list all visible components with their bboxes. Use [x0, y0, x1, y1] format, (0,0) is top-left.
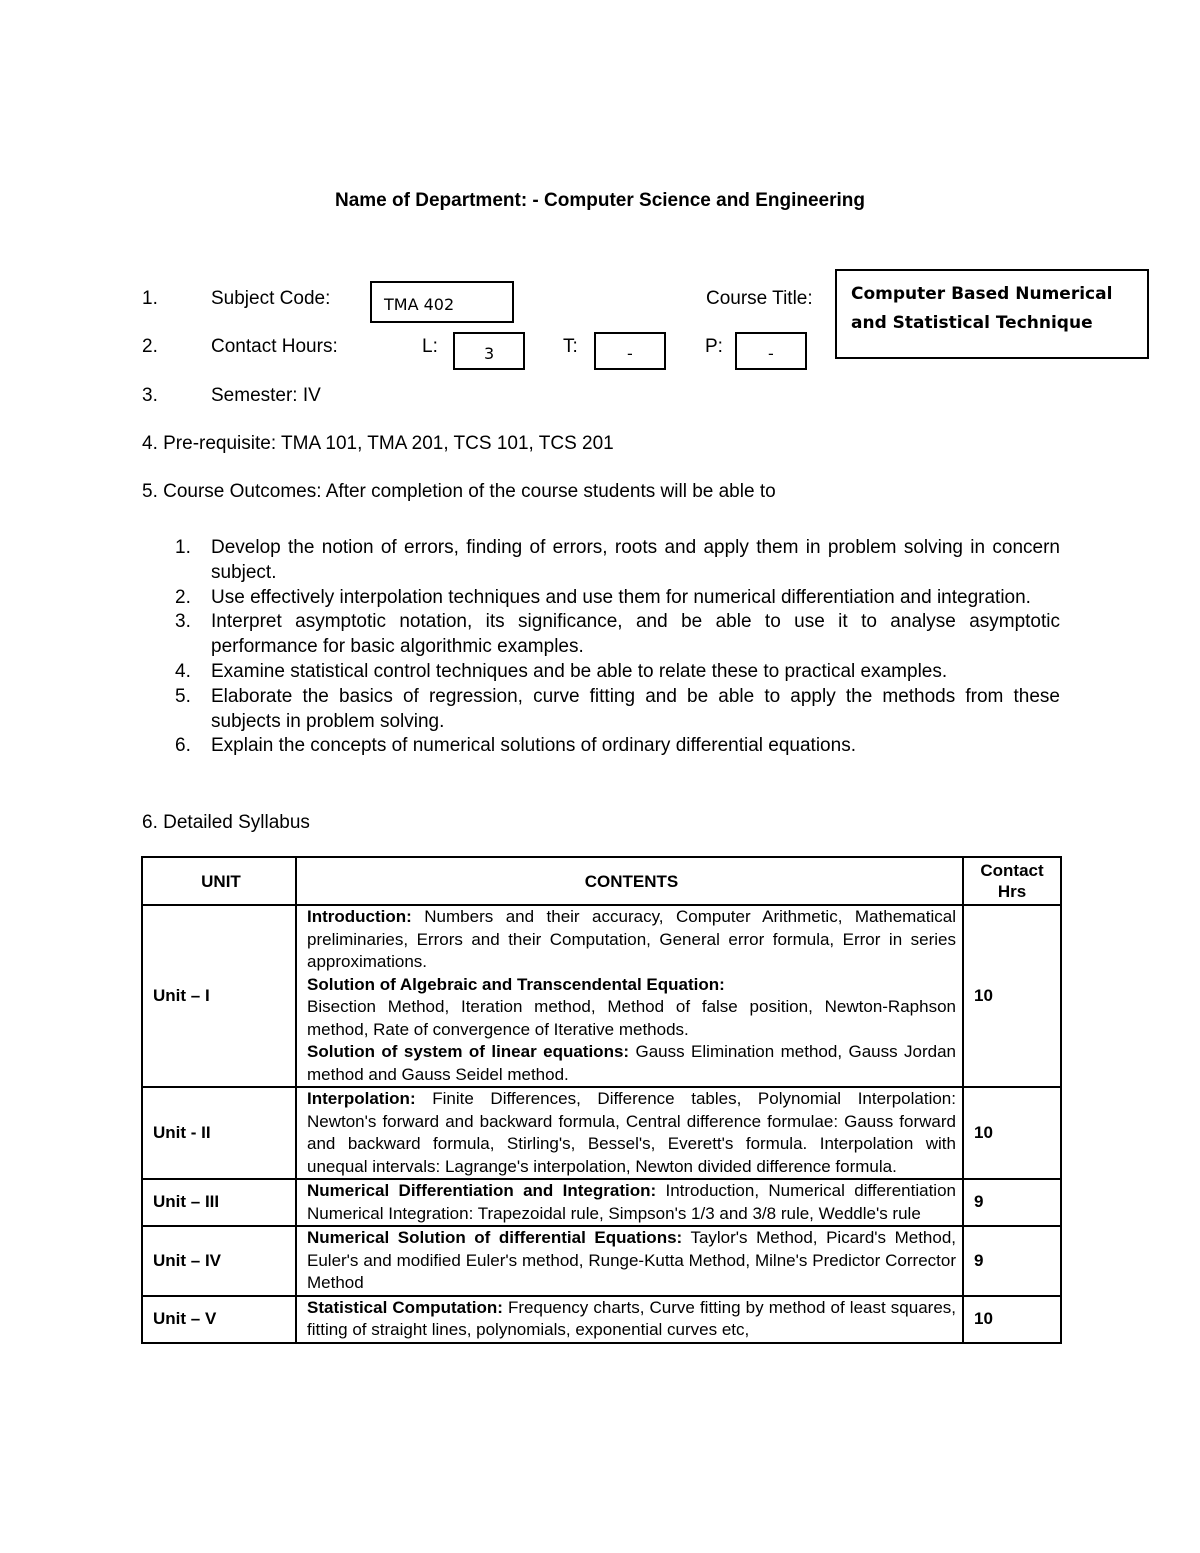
- lecture-value: 3: [484, 344, 495, 363]
- outcome-text: Interpret asymptotic notation, its significance, and be able to use it to analyse asymptotic performance for basic algorithmic examples.: [211, 611, 1060, 658]
- tutorial-label: T:: [563, 336, 578, 357]
- topic-heading: Statistical Computation:: [307, 1297, 503, 1317]
- subject-code-box: [370, 281, 514, 323]
- topic-heading: Numerical Differentiation and Integration:: [307, 1181, 657, 1200]
- table-row: [142, 1296, 1061, 1343]
- outcome-text: Explain the concepts of numerical solutions of ordinary differential equations.: [211, 735, 856, 757]
- outcome-number: 4.: [175, 660, 191, 682]
- course-title-line: Computer Based Numerical: [851, 284, 1113, 304]
- outcome-text: Elaborate the basics of regression, curve fitting and be able to apply the methods from these subjects in problem solving.: [211, 685, 1060, 732]
- content-cell: [296, 1179, 963, 1226]
- item-number: 3.: [142, 385, 158, 406]
- topic-text: Bisection Method, Iteration method, Method of false position, Newton-Raphson method, Rate of convergence of Iterative methods.: [307, 997, 956, 1039]
- unit-cell: Unit – V: [142, 1296, 296, 1343]
- topic-text: Numbers and their accuracy, Computer Arithmetic, Mathematical preliminaries, Errors and their Computation, General error formula, Error in series approximations.: [307, 907, 956, 971]
- subject-code-value: TMA 402: [384, 295, 455, 314]
- semester: Semester: IV: [211, 385, 321, 406]
- prerequisite: 4. Pre-requisite: TMA 101, TMA 201, TCS 101, TCS 201: [142, 433, 614, 454]
- syllabus-table: [141, 856, 1062, 1344]
- content-cell: [296, 1087, 963, 1179]
- table-row: [142, 905, 1061, 1087]
- outcome-item: [170, 685, 1060, 735]
- hours-cell: 10: [963, 1296, 1061, 1343]
- unit-cell: Unit – I: [142, 905, 296, 1087]
- outcome-text: Examine statistical control techniques and be able to relate these to practical examples.: [211, 660, 948, 682]
- header-unit: UNIT: [142, 857, 296, 905]
- contact-hours-label: Contact Hours:: [211, 336, 338, 357]
- unit-cell: Unit – IV: [142, 1226, 296, 1296]
- outcome-number: 5.: [175, 685, 191, 707]
- topic-heading: Interpolation:: [307, 1089, 416, 1108]
- topic-text: Finite Differences, Difference tables, Polynomial Interpolation: Newton's forward and backward formula, Central difference formulae: Gauss forward and backward formula, Stirling's, Bessel's, Everett's formula. Interpolation with unequal intervals: Lagrange's interpolation, Newton divided difference formula.: [307, 1089, 956, 1176]
- header-contact-hrs: Contact Hrs: [963, 857, 1061, 905]
- course-title-box: [835, 269, 1149, 359]
- subject-code-label: Subject Code:: [211, 288, 331, 309]
- outcome-item: [170, 610, 1060, 660]
- topic-heading: Introduction:: [307, 907, 412, 926]
- outcome-number: 2.: [175, 586, 191, 608]
- tutorial-box: [594, 332, 666, 370]
- hours-cell: 10: [963, 1087, 1061, 1179]
- outcome-number: 6.: [175, 735, 191, 757]
- practical-label: P:: [705, 336, 723, 357]
- item-number: 2.: [142, 336, 158, 357]
- department-heading: Name of Department: - Computer Science and Engineering: [335, 190, 865, 211]
- outcome-number: 1.: [175, 537, 191, 558]
- topic-text: Frequency charts, Curve fitting by method of least squares, fitting of straight lines, polynomials, exponential curves etc,: [307, 1297, 956, 1339]
- content-cell: [296, 905, 963, 1087]
- outcome-item: [170, 536, 1060, 586]
- outcome-number: 3.: [175, 611, 191, 633]
- item-number: 1.: [142, 288, 158, 309]
- table-row: [142, 1226, 1061, 1296]
- outcome-item: [170, 660, 1060, 685]
- outcomes-list: [170, 536, 1060, 759]
- practical-box: [735, 332, 807, 370]
- hours-cell: 10: [963, 905, 1061, 1087]
- topic-text: Introduction, Numerical differentiation Numerical Integration: Trapezoidal rule, Simpson's 1/3 and 3/8 rule, Weddle's rule: [307, 1181, 956, 1223]
- topic-heading: Numerical Solution of differential Equations:: [307, 1228, 683, 1247]
- unit-cell: Unit – III: [142, 1179, 296, 1226]
- hours-cell: 9: [963, 1179, 1061, 1226]
- content-cell: [296, 1296, 963, 1343]
- table-row: [142, 1087, 1061, 1179]
- unit-cell: Unit - II: [142, 1087, 296, 1179]
- header-contents: CONTENTS: [296, 857, 963, 905]
- hours-cell: 9: [963, 1226, 1061, 1296]
- table-header-row: [142, 857, 1061, 905]
- practical-value: -: [768, 344, 774, 363]
- tutorial-value: -: [627, 344, 633, 363]
- syllabus-heading: 6. Detailed Syllabus: [142, 812, 310, 833]
- outcome-text: Use effectively interpolation techniques and use them for numerical differentiation and integration.: [211, 586, 1031, 608]
- lecture-box: [453, 332, 525, 370]
- course-title-line: and Statistical Technique: [851, 313, 1093, 333]
- topic-heading: Solution of system of linear equations:: [307, 1042, 630, 1061]
- course-title-label: Course Title:: [706, 288, 813, 309]
- outcome-item: [170, 734, 1060, 759]
- topic-text: Gauss Elimination method, Gauss Jordan method and Gauss Seidel method.: [307, 1042, 956, 1084]
- topic-heading: Solution of Algebraic and Transcendental Equation:: [307, 974, 725, 994]
- lecture-label: L:: [422, 336, 438, 357]
- outcomes-heading: 5. Course Outcomes: After completion of the course students will be able to: [142, 481, 776, 502]
- topic-text: Taylor's Method, Picard's Method, Euler's and modified Euler's method, Runge-Kutta Method, Milne's Predictor Corrector Method: [307, 1228, 957, 1292]
- content-cell: [296, 1226, 963, 1296]
- table-row: [142, 1179, 1061, 1226]
- outcome-text: Develop the notion of errors, finding of errors, roots and apply them in problem solving in concern subject.: [211, 537, 1060, 583]
- outcome-item: [170, 586, 1060, 611]
